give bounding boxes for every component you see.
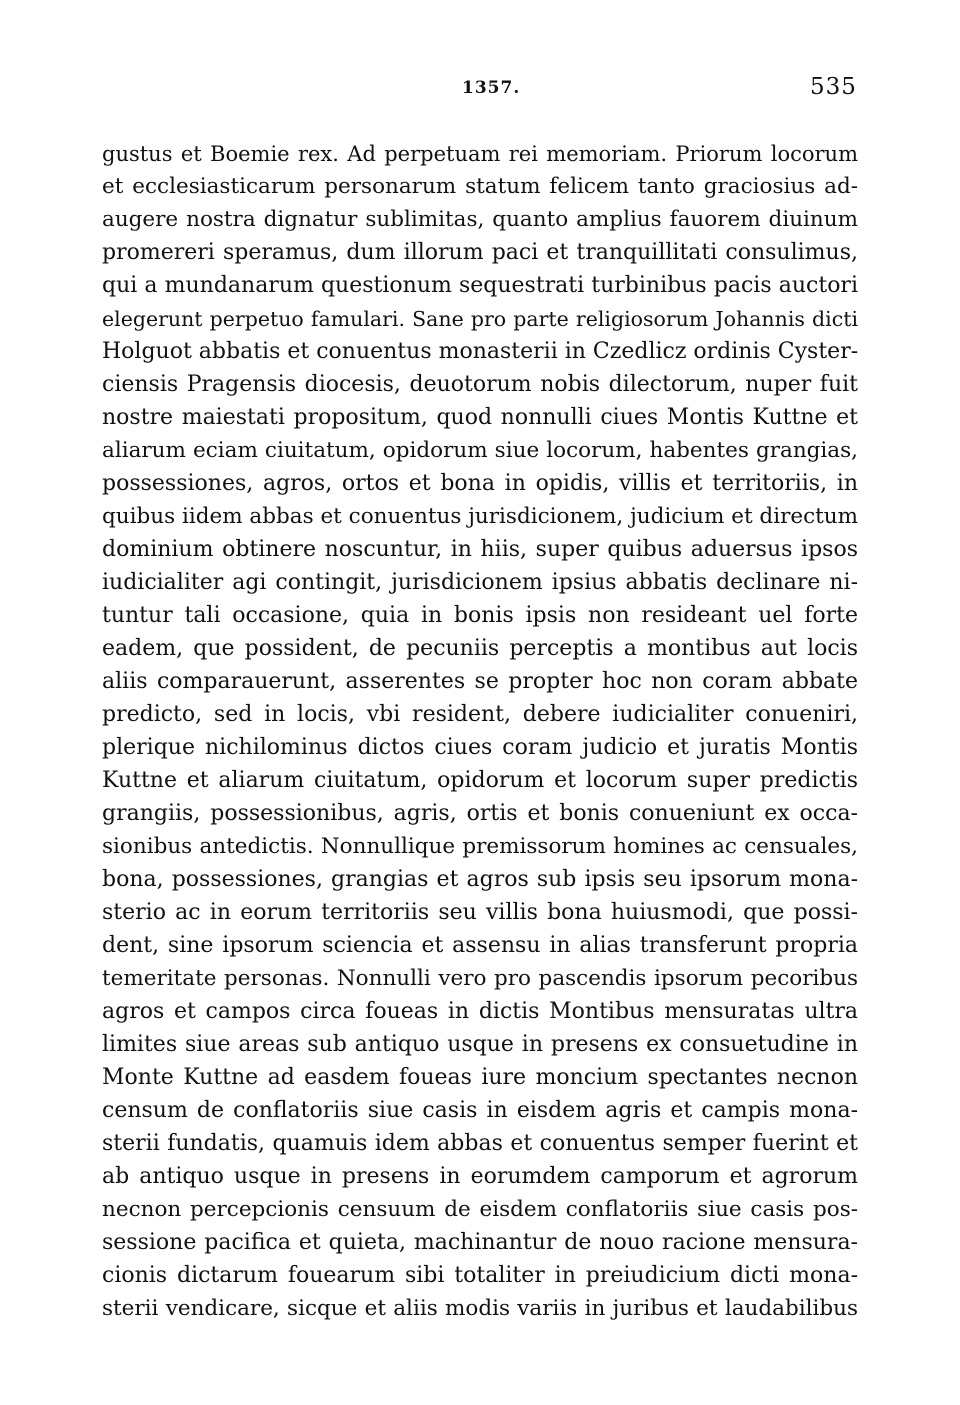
text-line: sterii fundatis, quamuis idem abbas et conuentus semper fuerint et bbox=[102, 1131, 858, 1156]
text-line: quibus iidem abbas et conuentus jurisdicionem, judicium et directum bbox=[102, 504, 858, 529]
text-line: bona, possessiones, grangias et agros sub ipsis seu ipsorum mona- bbox=[102, 867, 858, 892]
text-line: predicto, sed in locis, vbi resident, debere iudicialiter conueniri, bbox=[102, 702, 858, 727]
text-line: sionibus antedictis. Nonnullique premissorum homines ac censuales, bbox=[102, 834, 858, 859]
text-line: censum de conflatoriis siue casis in eisdem agris et campis mona- bbox=[102, 1098, 858, 1123]
text-line: iudicialiter agi contingit, jurisdicionem ipsius abbatis declinare ni- bbox=[102, 570, 858, 595]
text-line: Holguot abbatis et conuentus monasterii in Czedlicz ordinis Cyster- bbox=[102, 339, 859, 364]
text-line: elegerunt perpetuo famulari. Sane pro parte religiosorum Johannis dicti bbox=[102, 307, 858, 331]
text-line: temeritate personas. Nonnulli vero pro pascendis ipsorum pecoribus bbox=[102, 966, 858, 991]
text-line: aliarum eciam ciuitatum, opidorum siue locorum, habentes grangias, bbox=[102, 438, 858, 463]
text-line: Kuttne et aliarum ciuitatum, opidorum et locorum super predictis bbox=[102, 768, 858, 793]
text-line: dent, sine ipsorum sciencia et assensu in alias transferunt propria bbox=[102, 933, 858, 958]
text-line: sterio ac in eorum territoriis seu villis bona huiusmodi, que possi- bbox=[102, 900, 858, 925]
text-line: eadem, que possident, de pecuniis perceptis a montibus aut locis bbox=[102, 636, 858, 661]
text-line: plerique nichilominus dictos ciues coram judicio et juratis Montis bbox=[102, 735, 858, 760]
text-line: necnon percepcionis censuum de eisdem conflatoriis siue casis pos- bbox=[102, 1197, 858, 1222]
text-line: sterii vendicare, sicque et aliis modis variis in juribus et laudabilibus bbox=[102, 1296, 858, 1321]
text-line: grangiis, possessionibus, agris, ortis et bonis conueniunt ex occa- bbox=[102, 801, 858, 826]
text-line: limites siue areas sub antiquo usque in presens ex consuetudine in bbox=[102, 1032, 858, 1057]
text-line: ciensis Pragensis diocesis, deuotorum nobis dilectorum, nuper fuit bbox=[102, 372, 858, 397]
text-line: tuntur tali occasione, quia in bonis ipsis non resideant uel forte bbox=[102, 603, 858, 628]
text-line: agros et campos circa foueas in dictis Montibus mensuratas ultra bbox=[102, 999, 858, 1024]
text-line: gustus et Boemie rex. Ad perpetuam rei memoriam. Priorum locorum bbox=[102, 142, 858, 166]
text-line: Monte Kuttne ad easdem foueas iure moncium spectantes necnon bbox=[102, 1065, 858, 1090]
text-line: cionis dictarum fouearum sibi totaliter in preiudicium dicti mona- bbox=[102, 1263, 858, 1288]
text-line: dominium obtinere noscuntur, in hiis, super quibus aduersus ipsos bbox=[102, 537, 858, 562]
text-line: qui a mundanarum questionum sequestrati turbinibus pacis auctori bbox=[102, 273, 858, 298]
text-line: aliis comparauerunt, asserentes se propter hoc non coram abbate bbox=[102, 669, 858, 694]
text-line: promereri speramus, dum illorum paci et tranquillitati consulimus, bbox=[102, 240, 858, 265]
text-line: nostre maiestati propositum, quod nonnulli ciues Montis Kuttne et bbox=[102, 405, 858, 430]
page-year: 1357. bbox=[462, 78, 521, 98]
text-line: et ecclesiasticarum personarum statum felicem tanto graciosius ad- bbox=[102, 174, 858, 199]
text-line: sessione pacifica et quieta, machinantur de nouo racione mensura- bbox=[102, 1230, 858, 1255]
text-line: ab antiquo usque in presens in eorumdem camporum et agrorum bbox=[102, 1164, 858, 1189]
text-line: possessiones, agros, ortos et bona in opidis, villis et territoriis, in bbox=[102, 471, 858, 496]
page-number: 535 bbox=[810, 74, 857, 100]
text-line: augere nostra dignatur sublimitas, quanto amplius fauorem diuinum bbox=[102, 207, 858, 232]
